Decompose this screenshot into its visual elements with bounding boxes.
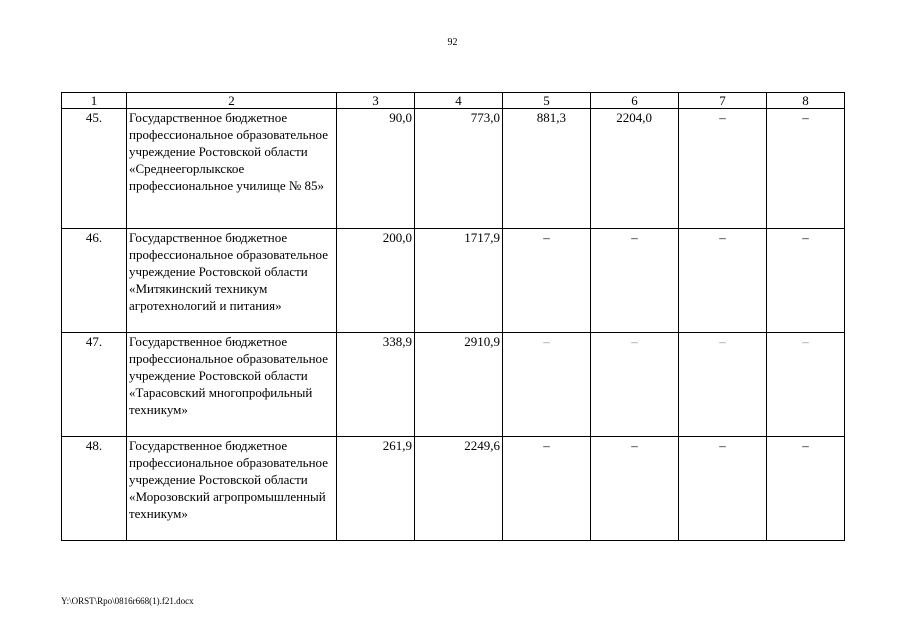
- cell-col-4: 1717,9: [415, 229, 503, 333]
- cell-col-5: –: [503, 229, 591, 333]
- table-row: [62, 437, 845, 541]
- cell-col-3: 90,0: [337, 109, 415, 229]
- cell-col-7: –: [679, 109, 767, 229]
- column-header: 1: [62, 93, 127, 109]
- column-header: 4: [415, 93, 503, 109]
- cell-col-8: –: [767, 437, 845, 541]
- page-number: 92: [447, 37, 458, 48]
- cell-col-7: –: [679, 333, 767, 437]
- row-number: 48.: [62, 437, 127, 541]
- cell-col-4: 2910,9: [415, 333, 503, 437]
- cell-col-6: –: [591, 333, 679, 437]
- cell-col-6: –: [591, 229, 679, 333]
- cell-col-8: –: [767, 333, 845, 437]
- table-header-row: [62, 93, 845, 109]
- cell-col-4: 2249,6: [415, 437, 503, 541]
- row-number: 46.: [62, 229, 127, 333]
- footer-file-path: Y:\ORST\Rpo\0816r668(1).f21.docx: [61, 596, 194, 606]
- cell-col-5: –: [503, 437, 591, 541]
- table-row: [62, 333, 845, 437]
- table-row: [62, 109, 845, 229]
- column-header: 2: [127, 93, 337, 109]
- cell-col-4: 773,0: [415, 109, 503, 229]
- institution-name: Государственное бюджетное профессиональное образовательное учреждение Ростовской области «Среднеегорлыкское профессиональное училище № 85»: [127, 109, 337, 229]
- cell-col-6: 2204,0: [591, 109, 679, 229]
- cell-col-3: 200,0: [337, 229, 415, 333]
- cell-col-7: –: [679, 229, 767, 333]
- table-row: [62, 229, 845, 333]
- cell-col-8: –: [767, 229, 845, 333]
- column-header: 3: [337, 93, 415, 109]
- column-header: 8: [767, 93, 845, 109]
- row-number: 45.: [62, 109, 127, 229]
- cell-col-6: –: [591, 437, 679, 541]
- cell-col-3: 261,9: [337, 437, 415, 541]
- budget-table: [61, 92, 845, 541]
- column-header: 7: [679, 93, 767, 109]
- cell-col-3: 338,9: [337, 333, 415, 437]
- institution-name: Государственное бюджетное профессиональное образовательное учреждение Ростовской области «Морозовский агропромышленный техникум»: [127, 437, 337, 541]
- cell-col-5: 881,3: [503, 109, 591, 229]
- cell-col-5: –: [503, 333, 591, 437]
- institution-name: Государственное бюджетное профессиональное образовательное учреждение Ростовской области «Митякинский техникум агротехнологий и питания»: [127, 229, 337, 333]
- column-header: 6: [591, 93, 679, 109]
- row-number: 47.: [62, 333, 127, 437]
- column-header: 5: [503, 93, 591, 109]
- institution-name: Государственное бюджетное профессиональное образовательное учреждение Ростовской области «Тарасовский многопрофильный техникум»: [127, 333, 337, 437]
- cell-col-7: –: [679, 437, 767, 541]
- cell-col-8: –: [767, 109, 845, 229]
